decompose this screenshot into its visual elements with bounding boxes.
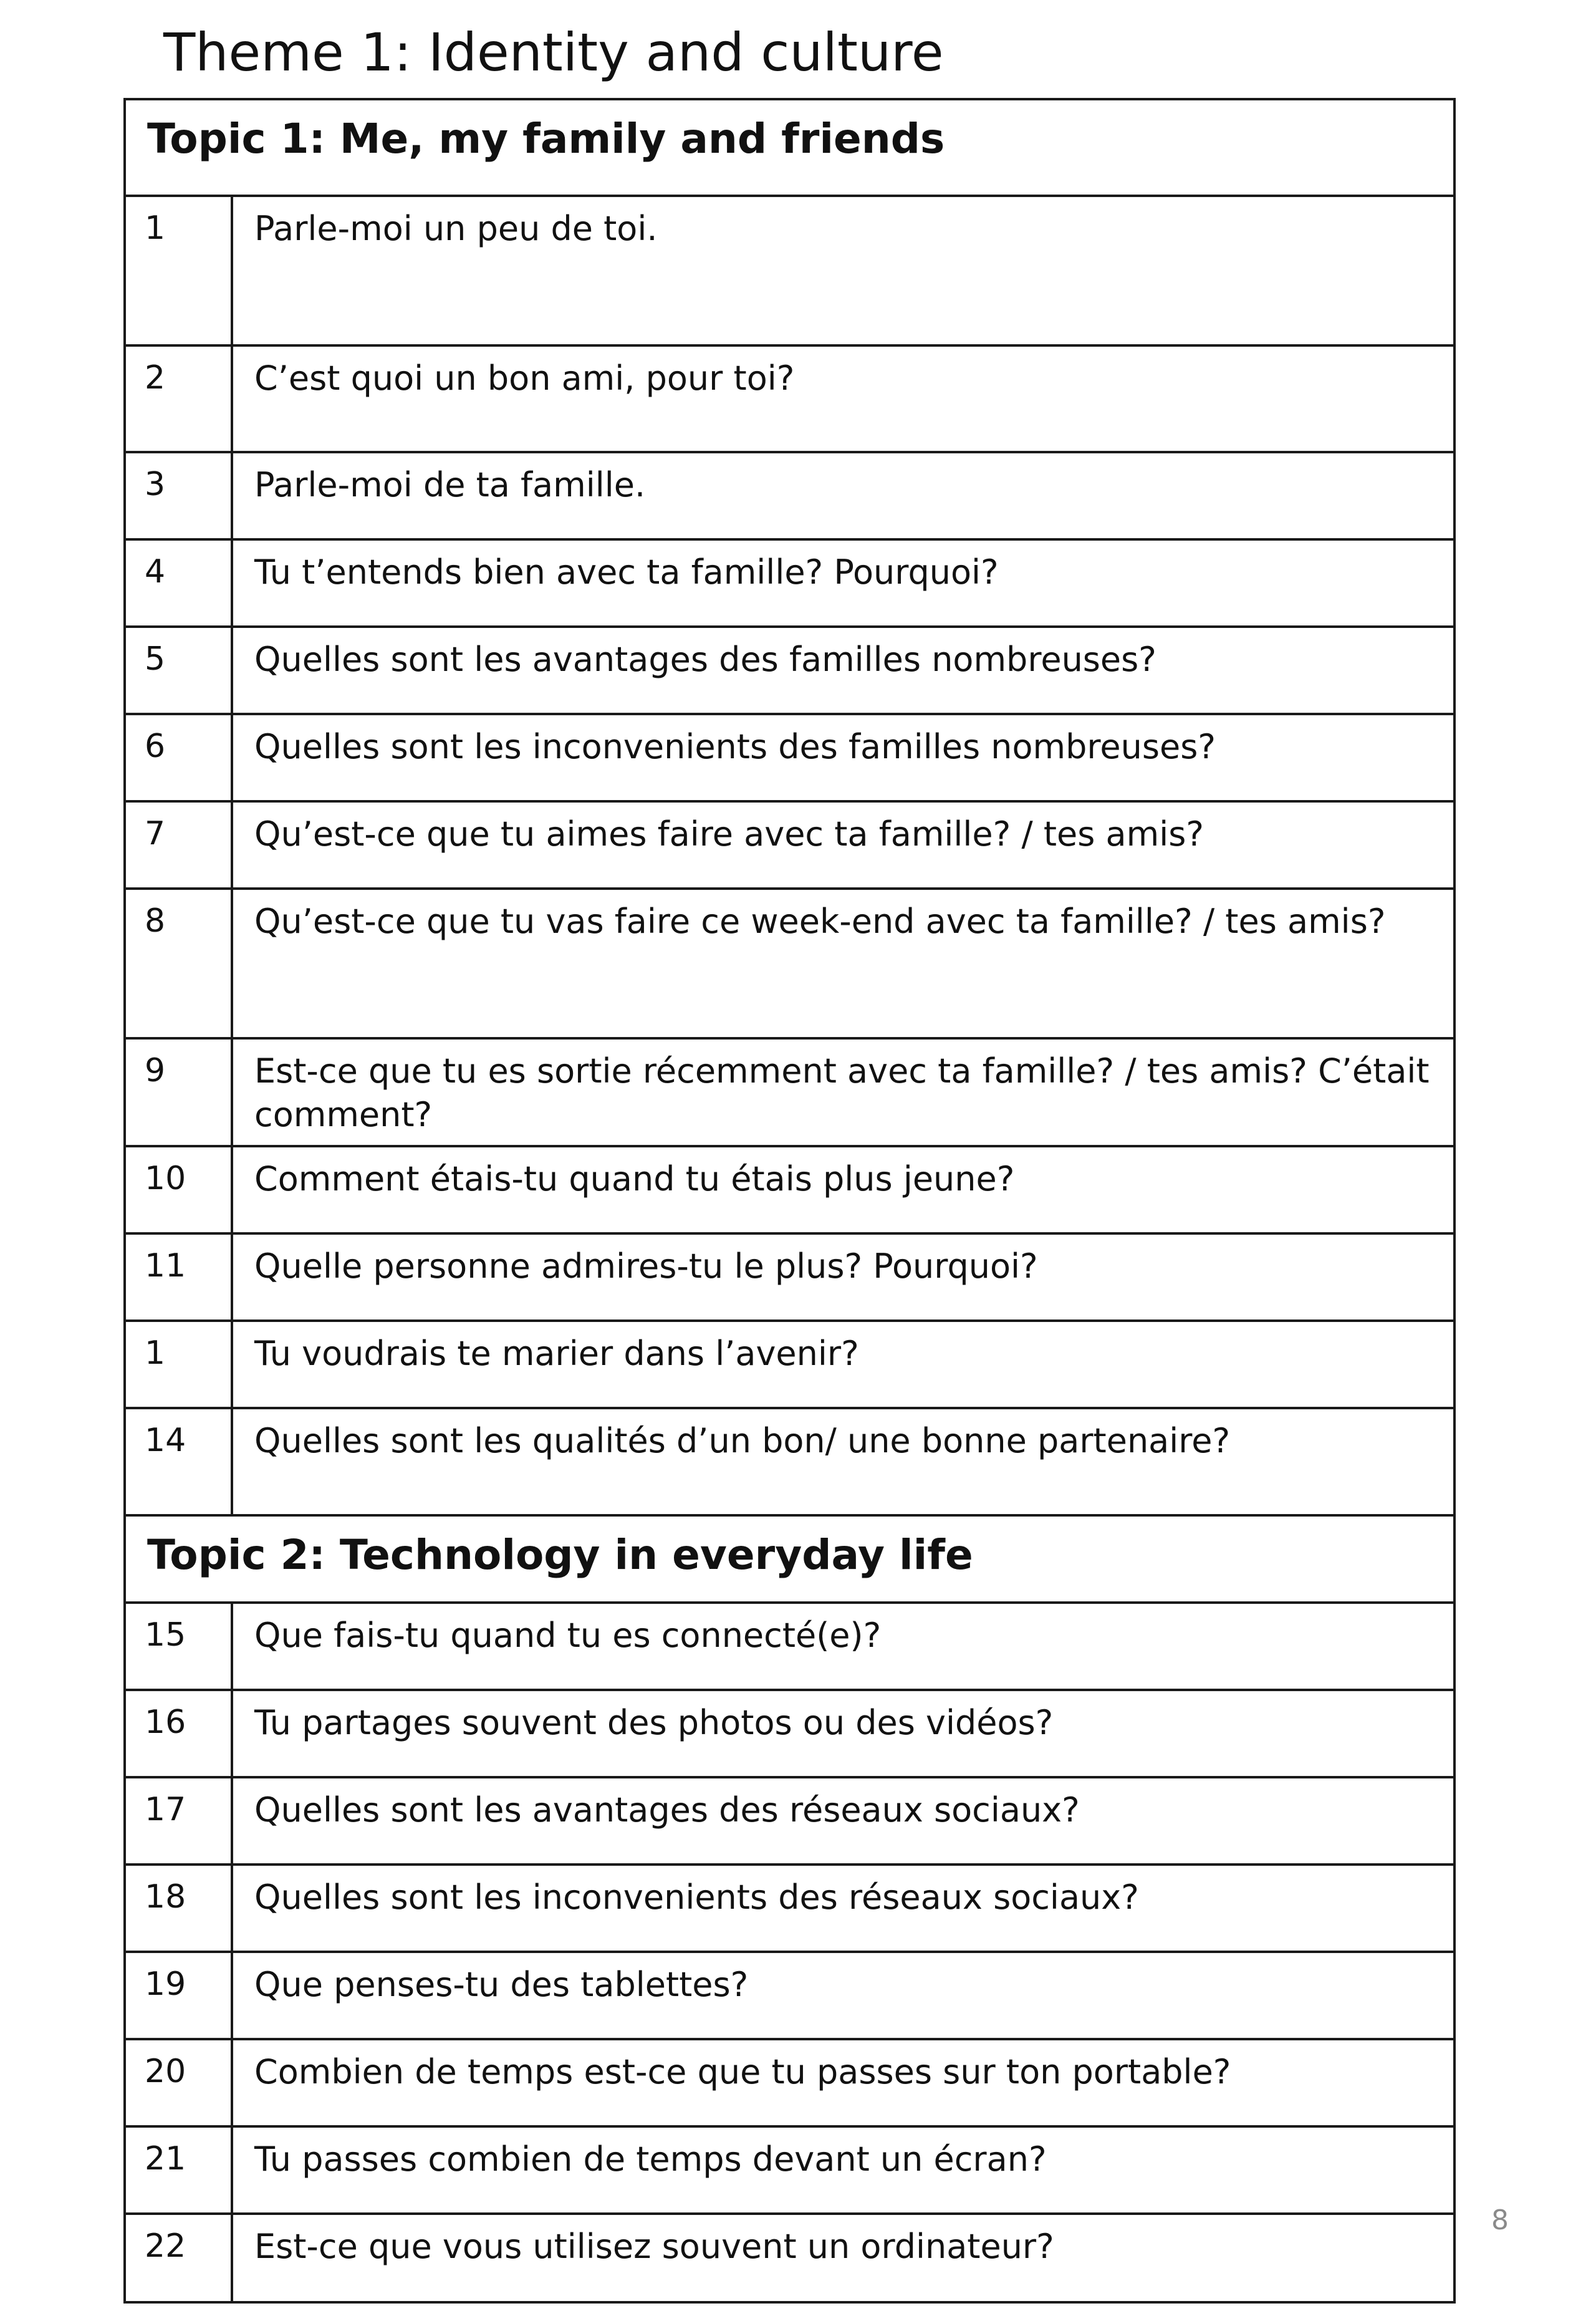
- question-text: Quelle personne admires-tu le plus? Pourquoi?: [232, 1233, 1454, 1321]
- question-number: 10: [125, 1146, 232, 1233]
- table-row: [125, 1146, 1454, 1233]
- question-text: Tu t’entends bien avec ta famille? Pourquoi?: [232, 539, 1454, 627]
- question-text: C’est quoi un bon ami, pour toi?: [232, 345, 1454, 452]
- question-number: 20: [125, 2039, 232, 2126]
- topic-header-row: [125, 1515, 1454, 1603]
- table-row: [125, 889, 1454, 1038]
- question-number: 1: [125, 196, 232, 345]
- question-text: Que penses-tu des tablettes?: [232, 1952, 1454, 2039]
- question-number: 8: [125, 889, 232, 1038]
- question-text: Quelles sont les qualités d’un bon/ une bonne partenaire?: [232, 1408, 1454, 1515]
- questions-table: [123, 98, 1456, 2304]
- topic-title: Topic 2: Technology in everyday life: [125, 1515, 1454, 1603]
- question-text: Parle-moi un peu de toi.: [232, 196, 1454, 345]
- question-number: 6: [125, 714, 232, 801]
- question-number: 7: [125, 801, 232, 889]
- table-row: [125, 801, 1454, 889]
- question-text: Tu partages souvent des photos ou des vidéos?: [232, 1690, 1454, 1777]
- table-row: [125, 627, 1454, 714]
- table-row: [125, 1865, 1454, 1952]
- question-number: 15: [125, 1603, 232, 1690]
- question-number: 14: [125, 1408, 232, 1515]
- question-text: Parle-moi de ta famille.: [232, 452, 1454, 539]
- question-number: 22: [125, 2214, 232, 2302]
- question-text: Quelles sont les avantages des familles nombreuses?: [232, 627, 1454, 714]
- question-number: 16: [125, 1690, 232, 1777]
- topic-title: Topic 1: Me, my family and friends: [125, 99, 1454, 196]
- table-row: [125, 1603, 1454, 1690]
- table-row: [125, 452, 1454, 539]
- table-row: [125, 196, 1454, 345]
- question-text: Tu voudrais te marier dans l’avenir?: [232, 1321, 1454, 1408]
- question-number: 19: [125, 1952, 232, 2039]
- table-row: [125, 1038, 1454, 1146]
- question-number: 5: [125, 627, 232, 714]
- question-number: 21: [125, 2126, 232, 2214]
- question-number: 17: [125, 1777, 232, 1865]
- question-number: 11: [125, 1233, 232, 1321]
- table-row: [125, 539, 1454, 627]
- question-number: 3: [125, 452, 232, 539]
- question-text: Est-ce que tu es sortie récemment avec ta famille? / tes amis? C’était comment?: [232, 1038, 1454, 1146]
- question-text: Quelles sont les inconvenients des réseaux sociaux?: [232, 1865, 1454, 1952]
- table-row: [125, 2039, 1454, 2126]
- table-row: [125, 345, 1454, 452]
- question-text: Tu passes combien de temps devant un écran?: [232, 2126, 1454, 2214]
- question-text: Quelles sont les inconvenients des familles nombreuses?: [232, 714, 1454, 801]
- question-number: 4: [125, 539, 232, 627]
- question-number: 2: [125, 345, 232, 452]
- table-row: [125, 1777, 1454, 1865]
- page-number: 8: [1491, 2204, 1509, 2236]
- table-row: [125, 1408, 1454, 1515]
- topic-header-row: [125, 99, 1454, 196]
- question-number: 9: [125, 1038, 232, 1146]
- question-text: Comment étais-tu quand tu étais plus jeune?: [232, 1146, 1454, 1233]
- question-text: Quelles sont les avantages des réseaux sociaux?: [232, 1777, 1454, 1865]
- question-number: 18: [125, 1865, 232, 1952]
- page-title: Theme 1: Identity and culture: [163, 22, 944, 83]
- table-row: [125, 2214, 1454, 2302]
- question-text: Qu’est-ce que tu aimes faire avec ta famille? / tes amis?: [232, 801, 1454, 889]
- question-text: Est-ce que vous utilisez souvent un ordinateur?: [232, 2214, 1454, 2302]
- table-row: [125, 714, 1454, 801]
- table-row: [125, 1233, 1454, 1321]
- question-number: 1: [125, 1321, 232, 1408]
- table-row: [125, 1321, 1454, 1408]
- question-text: Que fais-tu quand tu es connecté(e)?: [232, 1603, 1454, 1690]
- question-text: Qu’est-ce que tu vas faire ce week-end avec ta famille? / tes amis?: [232, 889, 1454, 1038]
- table-row: [125, 1690, 1454, 1777]
- table-row: [125, 2126, 1454, 2214]
- table-row: [125, 1952, 1454, 2039]
- question-text: Combien de temps est-ce que tu passes sur ton portable?: [232, 2039, 1454, 2126]
